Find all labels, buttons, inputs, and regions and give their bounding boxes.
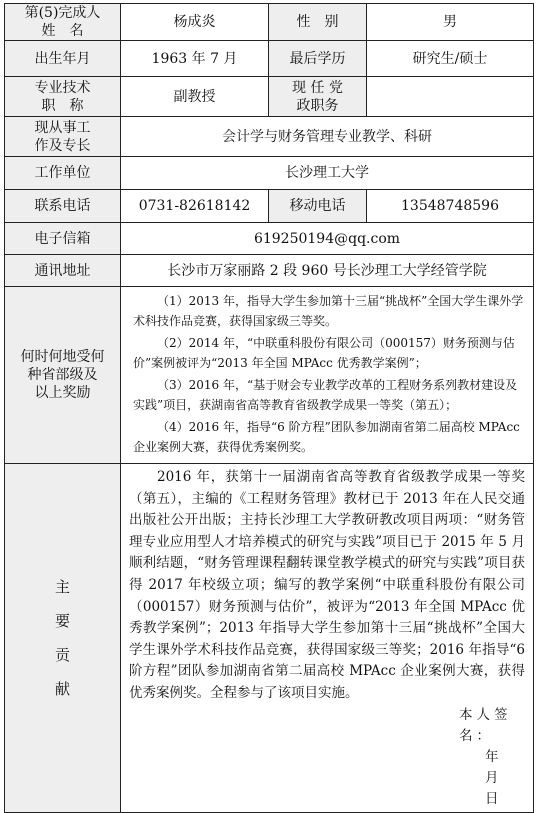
post-value [367, 77, 534, 117]
completer-name-label [5, 4, 121, 41]
education-value: 研究生/硕士 [367, 41, 534, 77]
post-label [269, 77, 367, 117]
address-label: 通讯地址 [5, 255, 121, 287]
award-item: （2）2014 年，“中联重科股份有限公司（000157）财务预测与估价”案例被评为“2013 年全国 MPAcc 优秀教学案例”； [133, 336, 515, 370]
specialty-label-line1: 现从事工 [34, 119, 91, 136]
signature-date: 年 月 日 [485, 748, 526, 807]
name-value: 杨成炎 [121, 4, 269, 41]
row-email [5, 223, 534, 255]
post-label-line2: 政职务 [296, 97, 339, 114]
gender-label: 性 别 [269, 4, 367, 41]
employer-value: 长沙理工大学 [121, 157, 534, 190]
post-label-line1: 现 任 党 [292, 79, 343, 96]
awards-label-line3: 以上奖励 [34, 385, 91, 401]
awards-list [121, 287, 534, 464]
specialty-label [5, 117, 121, 157]
title-label-line1: 专业技术 [34, 79, 91, 96]
contribution-label [5, 464, 121, 813]
signature-block [129, 705, 525, 810]
row-employer [5, 157, 534, 190]
contribution-text: 2016 年，获第十一届湖南省高等教育省级教学成果一等奖（第五），主编的《工程财务管理》教材已于 2013 年在人民交通出版社公开出版；主持长沙理工大学教研教改项目两项：“财务管理专业应用型人才培养模式的研究与实践”项目已于 2015 年 5 月顺利结题，“财务管理课程翻转课堂教学模式的研究与实践”项目获得 2017 年校级立项；编写的教学案例“中联重科股份有限公司（000157）财务预测与估价”，被评为“2013 年全国 MPAcc 优秀教学案例”；2013 年指导大学生参加第十三届“挑战杯”全国大学生课外学术科技作品竞赛，获得国家级三等奖；2016 年指导“6 阶方程”团队参加湖南省第二届高校 MPAcc 企业案例大赛，获得优秀案例奖。全程参与了该项目实施。 [129, 469, 525, 701]
award-item: （1）2013 年，指导大学生参加第十三届“挑战杯”全国大学生课外学术科技作品竞赛，获得国家级三等奖。 [133, 294, 524, 328]
row-contribution [5, 464, 534, 813]
title-value: 副教授 [121, 77, 269, 117]
education-label: 最后学历 [269, 41, 367, 77]
contribution-text-cell [121, 464, 534, 813]
phone-label: 联系电话 [5, 190, 121, 223]
contribution-label-char: 献 [54, 679, 70, 698]
row-title [5, 77, 534, 117]
gender-value: 男 [367, 4, 534, 41]
signature-label: 本人签名： [459, 706, 512, 744]
row-specialty [5, 117, 534, 157]
employer-label: 工作单位 [5, 157, 121, 190]
row-address [5, 255, 534, 287]
awards-label [5, 287, 121, 464]
row-phone [5, 190, 534, 223]
completer-label-line2: 姓 名 [41, 23, 84, 39]
contribution-label-char: 要 [54, 611, 70, 630]
mobile-value: 13548748596 [367, 190, 534, 223]
row-awards [5, 287, 534, 464]
awards-label-line2: 种省部级及 [27, 367, 98, 383]
award-item: （4）2016 年，指导“6 阶方程”团队参加湖南省第二届高校 MPAcc 企业案例大赛，获得优秀案例奖。 [133, 420, 520, 454]
address-value: 长沙市万家丽路 2 段 960 号长沙理工大学经管学院 [121, 255, 534, 287]
title-label-line2: 职 称 [41, 97, 84, 114]
specialty-value: 会计学与财务管理专业教学、科研 [121, 117, 534, 157]
award-item: （3）2016 年，“基于财会专业教学改革的工程财务系列教材建设及实践”项目，获湖南省高等教育省级教学成果一等奖（第五）； [133, 378, 518, 412]
email-label: 电子信箱 [5, 223, 121, 255]
row-birth [5, 41, 534, 77]
contribution-label-char: 贡 [54, 645, 70, 664]
email-value: 619250194@qq.com [121, 223, 534, 255]
specialty-label-line2: 作及专长 [34, 137, 91, 154]
title-label [5, 77, 121, 117]
birth-label: 出生年月 [5, 41, 121, 77]
personnel-form [4, 3, 534, 813]
birth-value: 1963 年 7 月 [121, 41, 269, 77]
contribution-label-char: 主 [54, 577, 70, 596]
phone-value: 0731-82618142 [121, 190, 269, 223]
mobile-label: 移动电话 [269, 190, 367, 223]
completer-label-line1: 第(5)完成人 [24, 5, 101, 21]
awards-label-line1: 何时何地受何 [20, 349, 105, 365]
row-name [5, 4, 534, 41]
